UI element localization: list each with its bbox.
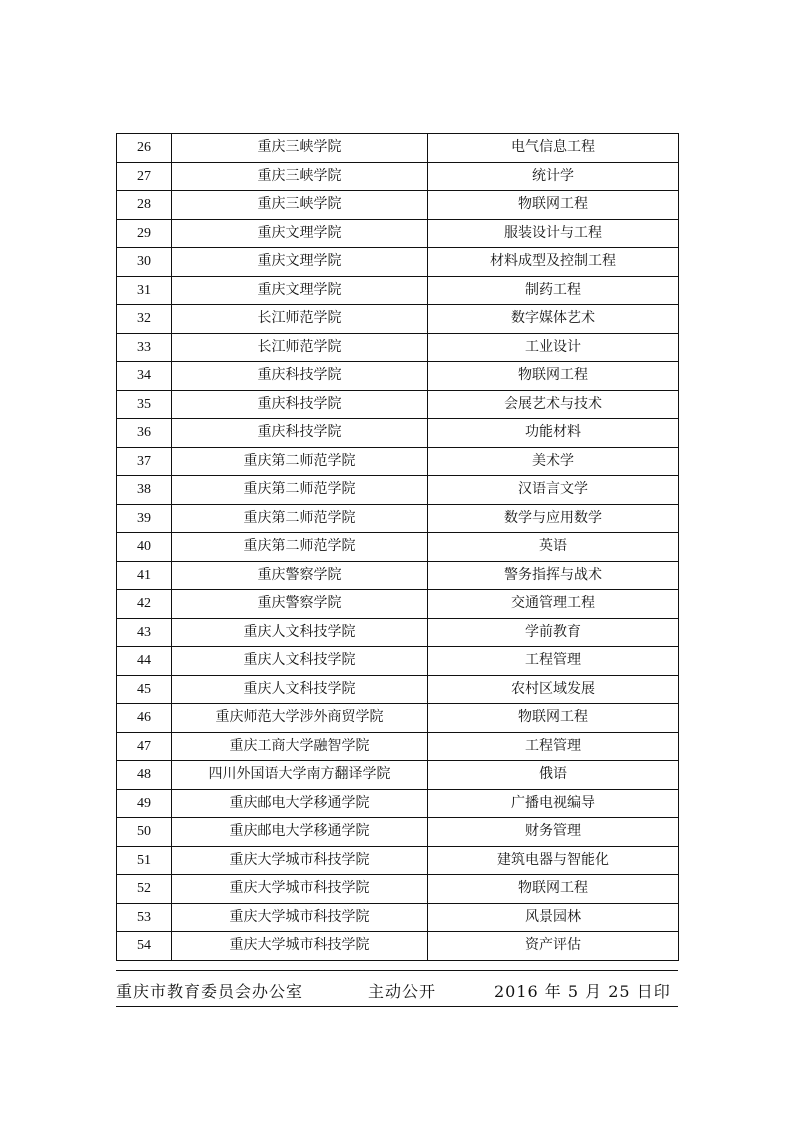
- school-name: 重庆工商大学融智学院: [172, 732, 428, 761]
- row-number: 38: [117, 476, 172, 505]
- major-name: 汉语言文学: [428, 476, 679, 505]
- school-name: 重庆警察学院: [172, 590, 428, 619]
- majors-table-container: [116, 133, 678, 961]
- major-name: 物联网工程: [428, 362, 679, 391]
- school-name: 四川外国语大学南方翻译学院: [172, 761, 428, 790]
- major-name: 物联网工程: [428, 191, 679, 220]
- school-name: 重庆文理学院: [172, 276, 428, 305]
- school-name: 重庆邮电大学移通学院: [172, 789, 428, 818]
- table-row: [117, 219, 679, 248]
- row-number: 41: [117, 561, 172, 590]
- major-name: 资产评估: [428, 932, 679, 961]
- school-name: 重庆警察学院: [172, 561, 428, 590]
- major-name: 数学与应用数学: [428, 504, 679, 533]
- row-number: 50: [117, 818, 172, 847]
- print-date: 2016 年 5 月 25 日印: [494, 982, 671, 1001]
- major-name: 材料成型及控制工程: [428, 248, 679, 277]
- school-name: 重庆大学城市科技学院: [172, 932, 428, 961]
- row-number: 30: [117, 248, 172, 277]
- row-number: 53: [117, 903, 172, 932]
- table-row: [117, 618, 679, 647]
- school-name: 重庆第二师范学院: [172, 447, 428, 476]
- major-name: 美术学: [428, 447, 679, 476]
- school-name: 重庆文理学院: [172, 219, 428, 248]
- school-name: 重庆人文科技学院: [172, 675, 428, 704]
- table-row: [117, 504, 679, 533]
- school-name: 长江师范学院: [172, 333, 428, 362]
- footer: [116, 976, 678, 1004]
- major-name: 交通管理工程: [428, 590, 679, 619]
- major-name: 英语: [428, 533, 679, 562]
- row-number: 35: [117, 390, 172, 419]
- row-number: 44: [117, 647, 172, 676]
- table-row: [117, 704, 679, 733]
- school-name: 重庆师范大学涉外商贸学院: [172, 704, 428, 733]
- school-name: 重庆三峡学院: [172, 162, 428, 191]
- school-name: 重庆大学城市科技学院: [172, 846, 428, 875]
- school-name: 重庆科技学院: [172, 419, 428, 448]
- table-row: [117, 305, 679, 334]
- row-number: 39: [117, 504, 172, 533]
- row-number: 48: [117, 761, 172, 790]
- table-row: [117, 476, 679, 505]
- row-number: 26: [117, 134, 172, 163]
- row-number: 32: [117, 305, 172, 334]
- majors-table: [116, 133, 679, 961]
- school-name: 重庆第二师范学院: [172, 504, 428, 533]
- issuing-office: 重庆市教育委员会办公室: [116, 982, 304, 1001]
- row-number: 29: [117, 219, 172, 248]
- major-name: 工程管理: [428, 647, 679, 676]
- major-name: 财务管理: [428, 818, 679, 847]
- table-row: [117, 732, 679, 761]
- major-name: 功能材料: [428, 419, 679, 448]
- table-row: [117, 846, 679, 875]
- table-row: [117, 447, 679, 476]
- row-number: 49: [117, 789, 172, 818]
- school-name: 长江师范学院: [172, 305, 428, 334]
- table-row: [117, 419, 679, 448]
- table-row: [117, 162, 679, 191]
- major-name: 农村区域发展: [428, 675, 679, 704]
- major-name: 工业设计: [428, 333, 679, 362]
- major-name: 数字媒体艺术: [428, 305, 679, 334]
- major-name: 建筑电器与智能化: [428, 846, 679, 875]
- row-number: 47: [117, 732, 172, 761]
- table-row: [117, 761, 679, 790]
- school-name: 重庆科技学院: [172, 362, 428, 391]
- footer-top-rule: [116, 970, 678, 971]
- major-name: 工程管理: [428, 732, 679, 761]
- row-number: 42: [117, 590, 172, 619]
- school-name: 重庆第二师范学院: [172, 533, 428, 562]
- table-row: [117, 675, 679, 704]
- table-row: [117, 818, 679, 847]
- major-name: 广播电视编导: [428, 789, 679, 818]
- table-row: [117, 248, 679, 277]
- row-number: 36: [117, 419, 172, 448]
- major-name: 学前教育: [428, 618, 679, 647]
- table-row: [117, 590, 679, 619]
- school-name: 重庆三峡学院: [172, 134, 428, 163]
- school-name: 重庆邮电大学移通学院: [172, 818, 428, 847]
- table-row: [117, 789, 679, 818]
- major-name: 警务指挥与战术: [428, 561, 679, 590]
- school-name: 重庆第二师范学院: [172, 476, 428, 505]
- major-name: 电气信息工程: [428, 134, 679, 163]
- row-number: 52: [117, 875, 172, 904]
- school-name: 重庆文理学院: [172, 248, 428, 277]
- row-number: 43: [117, 618, 172, 647]
- footer-bottom-rule: [116, 1006, 678, 1007]
- major-name: 会展艺术与技术: [428, 390, 679, 419]
- row-number: 31: [117, 276, 172, 305]
- major-name: 物联网工程: [428, 875, 679, 904]
- row-number: 37: [117, 447, 172, 476]
- row-number: 45: [117, 675, 172, 704]
- major-name: 物联网工程: [428, 704, 679, 733]
- row-number: 33: [117, 333, 172, 362]
- table-row: [117, 276, 679, 305]
- row-number: 40: [117, 533, 172, 562]
- major-name: 服装设计与工程: [428, 219, 679, 248]
- table-row: [117, 533, 679, 562]
- disclosure-status: 主动公开: [368, 982, 437, 1001]
- major-name: 统计学: [428, 162, 679, 191]
- row-number: 34: [117, 362, 172, 391]
- row-number: 27: [117, 162, 172, 191]
- table-row: [117, 362, 679, 391]
- row-number: 28: [117, 191, 172, 220]
- table-body: [117, 134, 679, 961]
- major-name: 制药工程: [428, 276, 679, 305]
- school-name: 重庆大学城市科技学院: [172, 903, 428, 932]
- table-row: [117, 134, 679, 163]
- major-name: 俄语: [428, 761, 679, 790]
- row-number: 54: [117, 932, 172, 961]
- table-row: [117, 903, 679, 932]
- major-name: 风景园林: [428, 903, 679, 932]
- school-name: 重庆人文科技学院: [172, 618, 428, 647]
- table-row: [117, 561, 679, 590]
- school-name: 重庆三峡学院: [172, 191, 428, 220]
- table-row: [117, 647, 679, 676]
- row-number: 51: [117, 846, 172, 875]
- table-row: [117, 932, 679, 961]
- school-name: 重庆大学城市科技学院: [172, 875, 428, 904]
- table-row: [117, 191, 679, 220]
- table-row: [117, 333, 679, 362]
- school-name: 重庆人文科技学院: [172, 647, 428, 676]
- row-number: 46: [117, 704, 172, 733]
- school-name: 重庆科技学院: [172, 390, 428, 419]
- table-row: [117, 875, 679, 904]
- table-row: [117, 390, 679, 419]
